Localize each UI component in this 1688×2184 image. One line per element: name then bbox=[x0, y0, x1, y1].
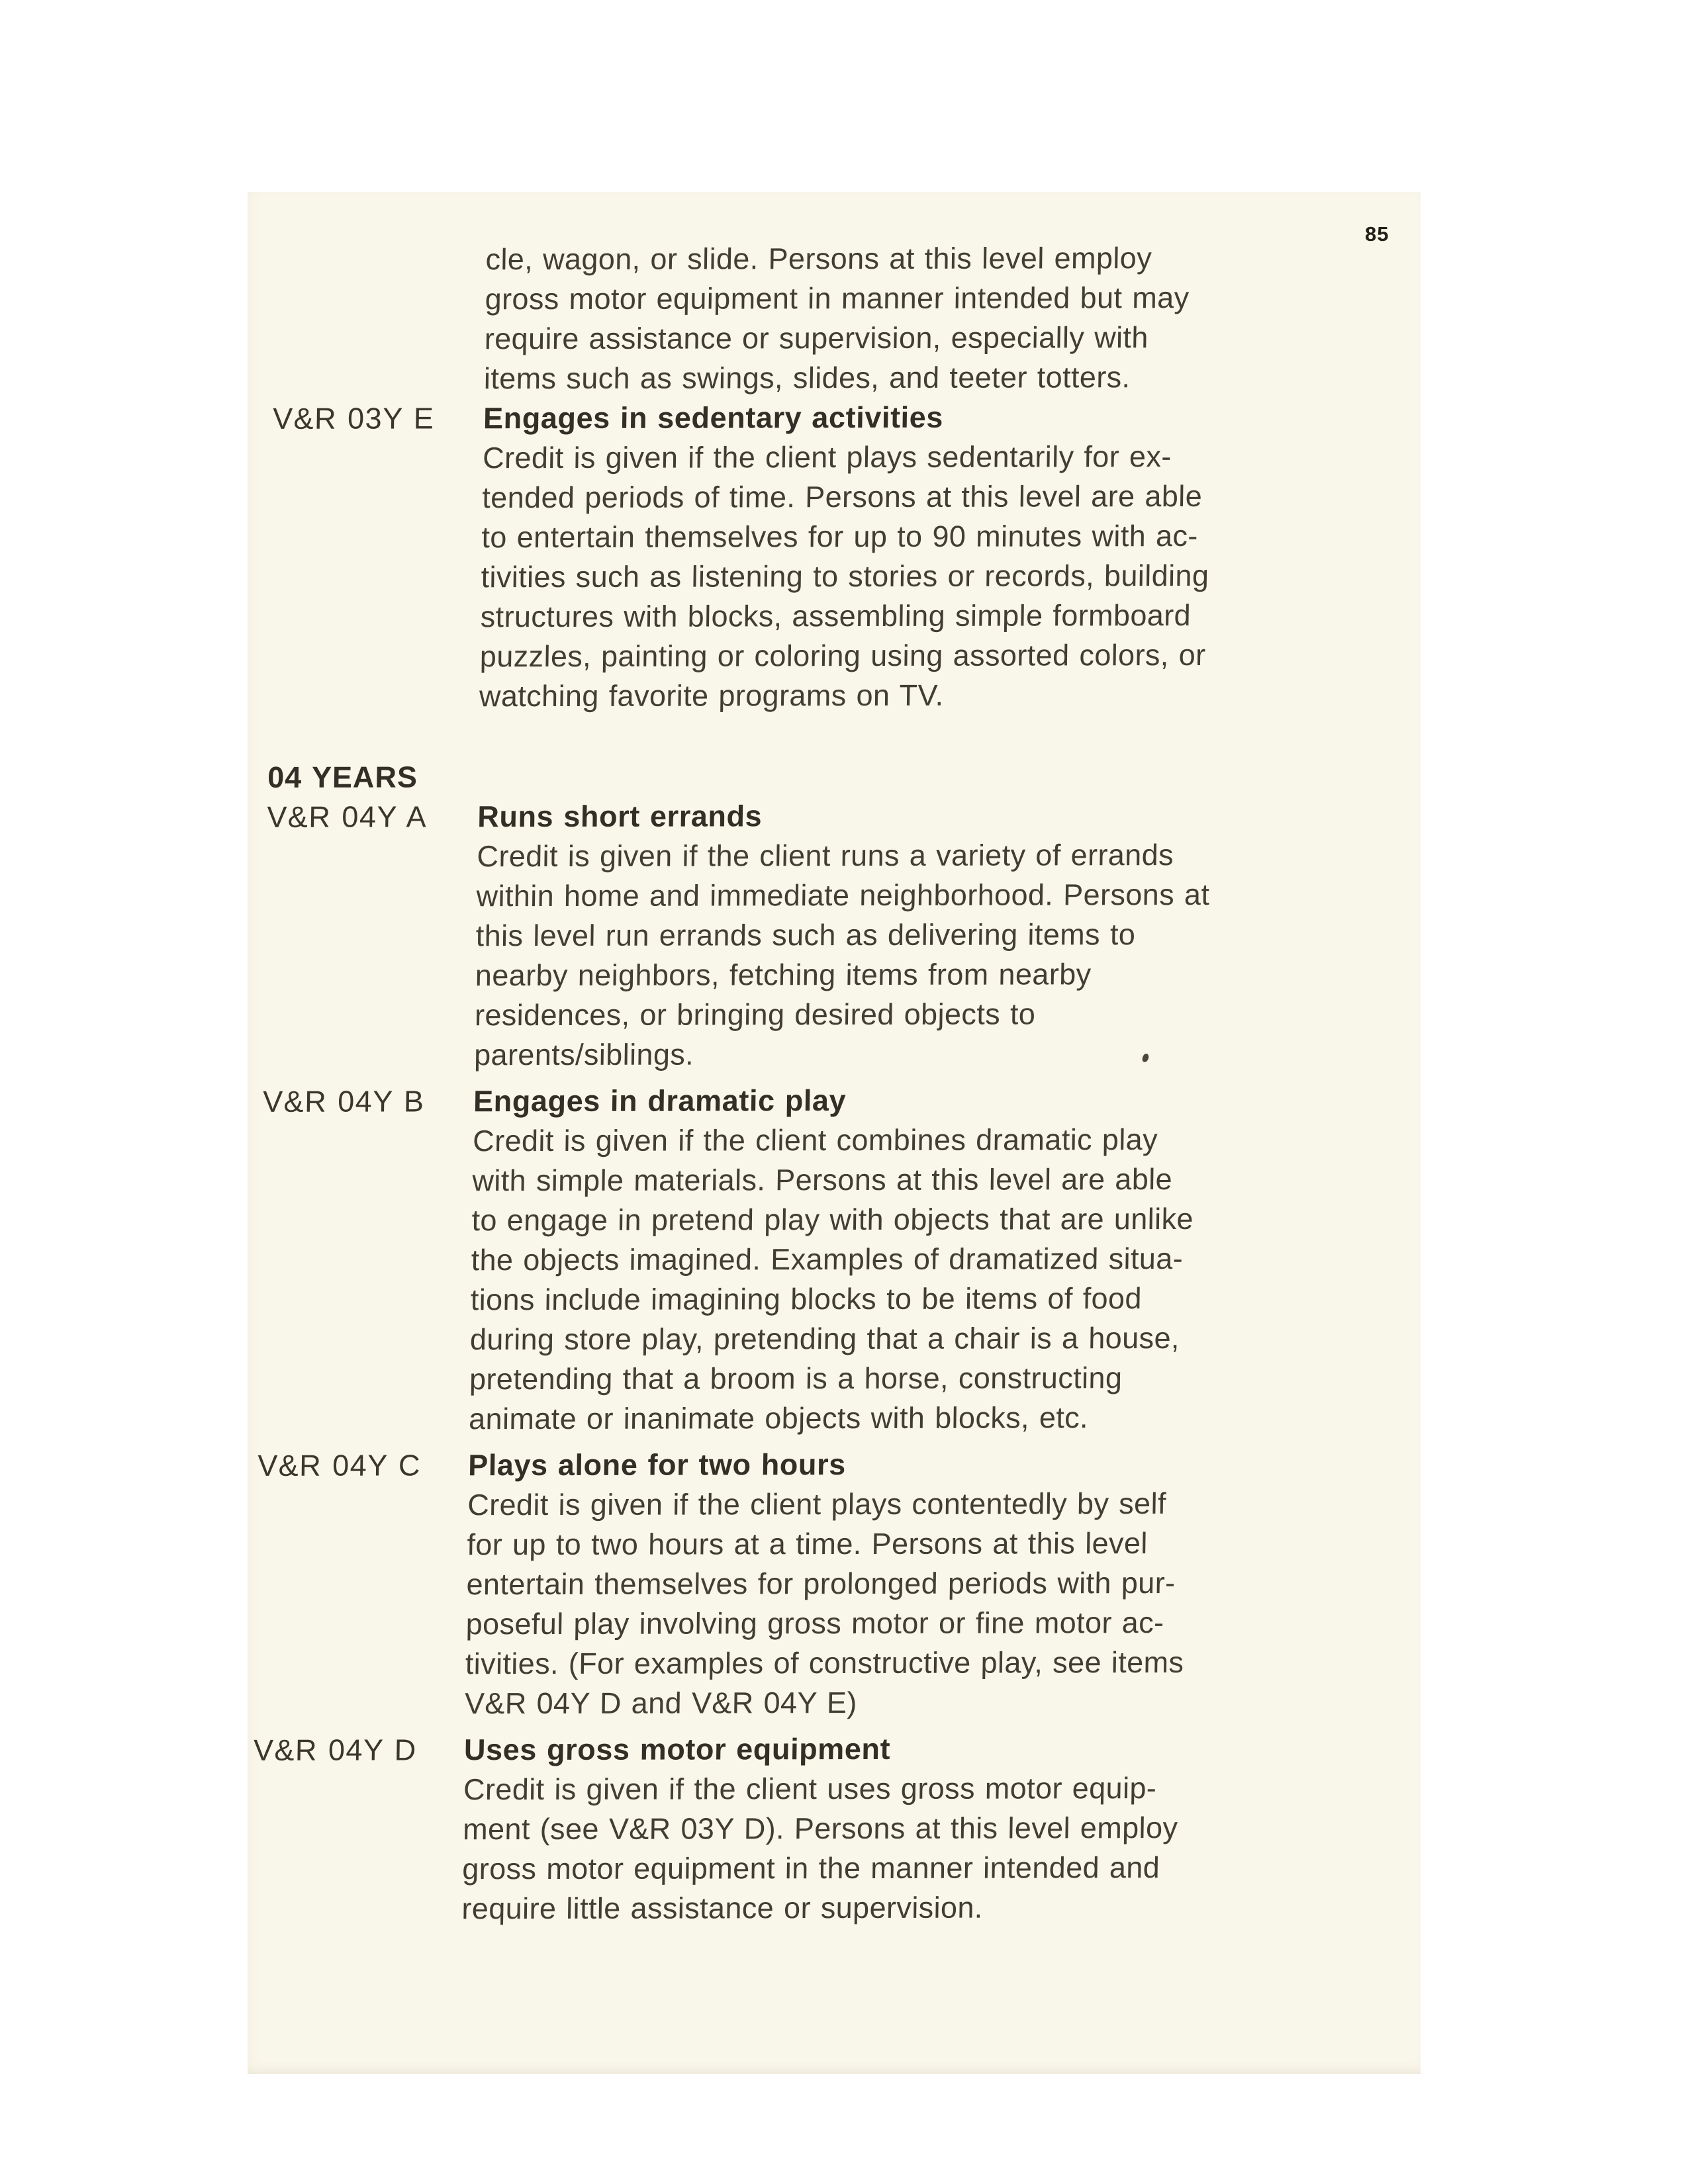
item-title: Plays alone for two hours bbox=[467, 1447, 847, 1482]
page-content bbox=[223, 238, 1421, 1929]
continuation-paragraph-block bbox=[246, 238, 1421, 399]
item-text bbox=[461, 1728, 1351, 1929]
item-title: Uses gross motor equipment bbox=[463, 1731, 891, 1767]
item-title: Runs short errands bbox=[477, 799, 763, 834]
item-code: V&R 04Y C bbox=[257, 1448, 422, 1482]
item-vr-03y-e bbox=[241, 396, 1419, 717]
item-code: V&R 04Y D bbox=[253, 1733, 418, 1767]
item-body: Credit is given if the client uses gross motor equip- ment (see V&R 03Y D). Persons at this level employ gross motor equipment in the manner intended and require little assistance or supervision. bbox=[461, 1771, 1178, 1926]
item-vr-04y-a bbox=[236, 795, 1413, 1075]
item-code: V&R 04Y A bbox=[267, 799, 428, 834]
item-vr-04y-b bbox=[230, 1079, 1409, 1439]
year-heading-block bbox=[240, 755, 1413, 797]
item-text bbox=[469, 1079, 1361, 1439]
item-text bbox=[474, 795, 1365, 1075]
item-code: V&R 03Y E bbox=[272, 401, 435, 435]
item-vr-04y-c bbox=[226, 1443, 1403, 1724]
item-text bbox=[479, 396, 1371, 716]
scanned-page bbox=[248, 192, 1421, 2074]
item-body: Credit is given if the client runs a variety of errands within home and immediate neighborhood. Persons at this level run errands such as delivering items to nearby neighbors, fetching items from nearby residences, or bringing desired objects to parents/siblings. bbox=[473, 838, 1210, 1072]
year-heading: 04 YEARS bbox=[267, 760, 418, 794]
continuation-paragraph: cle, wagon, or slide. Persons at this level employ gross motor equipment in manner intended but may require assistance or supervision, especially with items such as swings, slides, and teeter totters. bbox=[483, 241, 1190, 396]
item-body: Credit is given if the client plays sedentarily for ex- tended periods of time. Persons at this level are able to entertain themselves for up to 90 minutes with ac- tivities such as listening to stories or records, building structures with blocks, assembling simple formboard puzzles, painting or coloring using assorted colors, or watching favorite programs on TV. bbox=[479, 439, 1209, 713]
item-vr-04y-d bbox=[223, 1728, 1399, 1929]
item-title: Engages in sedentary activities bbox=[483, 400, 944, 435]
item-code: V&R 04Y B bbox=[262, 1084, 425, 1118]
item-text bbox=[465, 1443, 1356, 1723]
item-title: Engages in dramatic play bbox=[473, 1083, 847, 1118]
item-body: Credit is given if the client plays contentedly by self for up to two hours at a time. Persons at this level entertain themselves for prolonged periods with pur- poseful play involving gross motor or fine motor ac- tivities. (For examples of constructive play, see items V&R 04Y D and V&R 04Y E) bbox=[464, 1486, 1184, 1721]
page-number: 85 bbox=[1365, 222, 1389, 246]
item-body: Credit is given if the client combines dramatic play with simple materials. Persons at this level are able to engage in pretend play with objects that are unlike the objects imagined. Examples of dramatized situa- tions include imagining blocks to be items of food during store play, pretending that a chair is a house, pretending that a broom is a horse, constructing animate or inanimate objects with blocks, etc. bbox=[468, 1122, 1194, 1436]
